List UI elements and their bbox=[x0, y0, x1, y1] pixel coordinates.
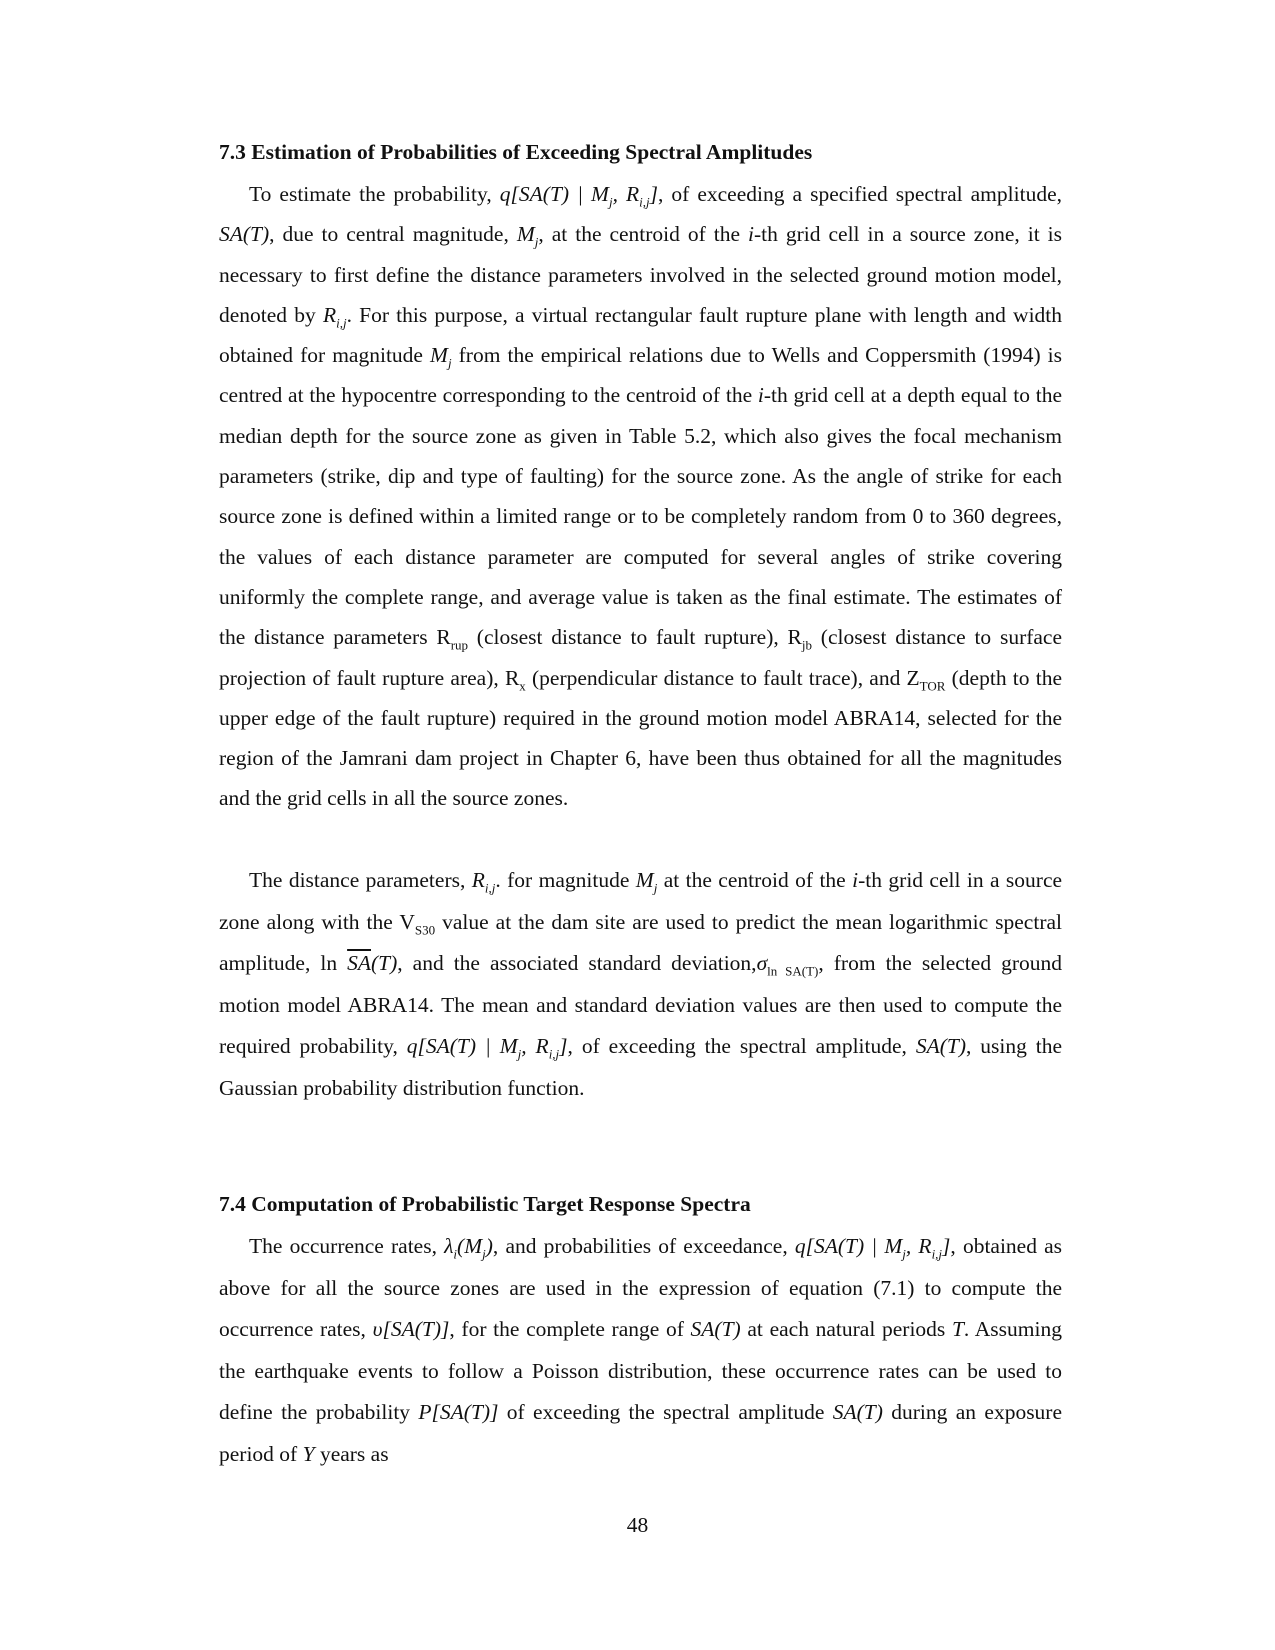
section-7-3 bbox=[219, 132, 812, 172]
page-number: 48 bbox=[626, 1513, 649, 1537]
paragraph-7-3-2: The distance parameters, $R_{i,j}$. for magnitude $M_j$ at the centroid of the i-th grid cell in a source zone along with the $V_{S30}$ value at the dam site are used to predict the mean logarithmic spectral amplitude, $\ln \overline{SA}(T)$, and the associated standard $deviation,\sigma_{ln SA(T)}$, from the selected ground motion model ABRA14. The mean and standard deviation values are then used to compute the required probability, q[SA(T) | $M_j$, $R_{i,j}$], of exceeding the spectral amplitude, SA(T), using the Gaussian probability distribution function. bbox=[219, 868, 1063, 1100]
math-expression: q[SA(T) | $M_j$, $R_{i,j}$] bbox=[499, 182, 658, 210]
section-heading: 7.3 Estimation of Probabilities of Exceeding Spectral Amplitudes bbox=[219, 140, 813, 164]
paragraph-7-3-1: To estimate the probability, q[SA(T) | $M_j$, $R_{i,j}$], of exceeding a specified spectral amplitude, SA(T), due to central magnitude, $M_j$, at the centroid of the i-th grid cell in a source zone, it is necessary to first define the distance parameters involved in the selected ground motion model, denoted by $R_{i,j}$. For this purpose, a virtual rectangular fault rupture plane with length and width obtained for magnitude $M_j$ from the empirical relations due to Wells and Coppersmith (1994) is centred at the hypocentre corresponding to the centroid of the i-th grid cell at a depth equal to the median depth for the source zone as given in Table 5.2, which also gives the focal mechanism parameters (strike, dip and type of faulting) for the source zone. As the angle of strike for each source zone is defined within a limited range or to be completely random from 0 to 360 degrees, the values of each distance parameter are computed for several angles of strike covering uniformly the complete range, and average value is taken as the final estimate. The estimates of the distance parameters $R_{rup}$ (closest distance to fault rupture), $R_{jb}$ (closest distance to surface projection of fault rupture area), $R_x$ (perpendicular distance to fault trace), and $Z_{TOR}$ (depth to the upper edge of the fault rupture) required in the ground motion model ABRA14, selected for the region of the Jamrani dam project in Chapter 6, have been thus obtained for all the magnitudes and the grid cells in all the source zones. bbox=[219, 182, 1063, 811]
section-heading: 7.4 Computation of Probabilistic Target Response Spectra bbox=[219, 1192, 751, 1216]
paragraph-7-4-1: The occurrence rates, $\lambda_i(M_j)$, and probabilities of exceedance, q[SA(T) | $M_j$, $R_{i,j}$], obtained as above for all the source zones are used in the expression of equation (7.1) to compute the occurrence rates, υ[SA(T)], for the complete range of SA(T) at each natural periods T. Assuming the earthquake events to follow a Poisson distribution, these occurrence rates can be used to define the probability P[SA(T)] of exceeding the spectral amplitude SA(T) during an exposure period of Y years as bbox=[219, 1234, 1063, 1466]
section-7-4 bbox=[219, 1184, 751, 1224]
